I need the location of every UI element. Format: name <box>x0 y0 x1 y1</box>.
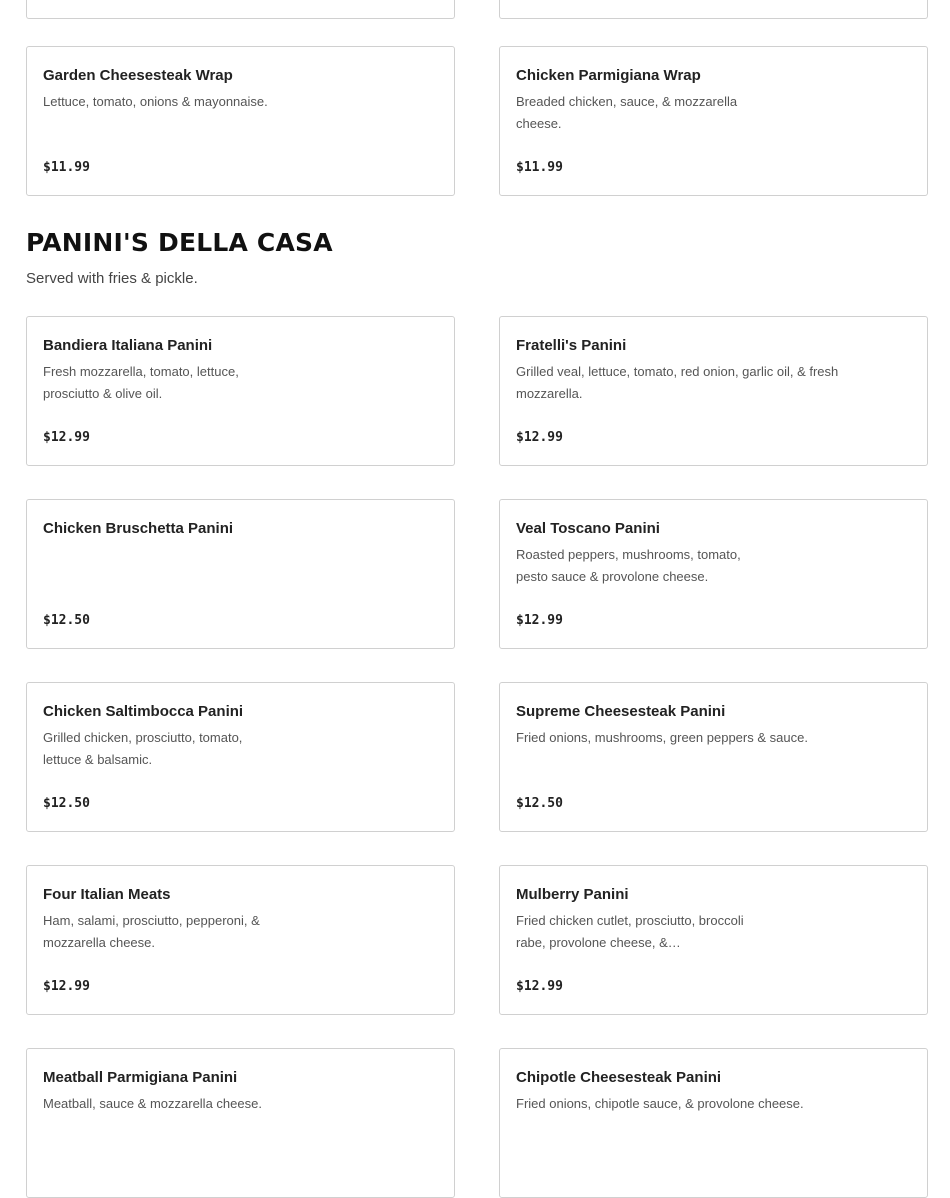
menu-item-card[interactable] <box>499 865 928 1015</box>
item-description: Fried onions, chipotle sauce, & provolone cheese. <box>516 1096 804 1111</box>
item-name: Bandiera Italiana Panini <box>43 337 213 354</box>
item-price: $12.99 <box>516 613 563 628</box>
section-subtitle: Served with fries & pickle. <box>26 270 198 287</box>
menu-item-card[interactable] <box>26 46 455 196</box>
item-description: Grilled veal, lettuce, tomato, red onion, garlic oil, & fresh mozzarella. <box>516 364 839 401</box>
item-name: Fratelli's Panini <box>516 337 627 354</box>
item-price: $12.50 <box>43 613 90 628</box>
previous-row-cards <box>26 0 928 19</box>
item-price: $12.99 <box>43 979 90 994</box>
item-name: Chicken Bruschetta Panini <box>43 520 234 537</box>
section-title: PANINI'S DELLA CASA <box>26 228 333 257</box>
item-name: Mulberry Panini <box>516 886 629 903</box>
item-price: $11.99 <box>43 160 90 175</box>
item-description: Meatball, sauce & mozzarella cheese. <box>43 1096 262 1111</box>
menu-item-card[interactable] <box>499 46 928 196</box>
menu-item-card-cutoff-right[interactable] <box>499 0 928 19</box>
item-description: Grilled chicken, prosciutto, tomato, lettuce & balsamic. <box>43 730 243 767</box>
item-name: Chicken Parmigiana Wrap <box>516 67 701 84</box>
item-description: Lettuce, tomato, onions & mayonnaise. <box>43 94 268 109</box>
item-name: Garden Cheesesteak Wrap <box>43 67 233 84</box>
item-name: Meatball Parmigiana Panini <box>43 1069 238 1086</box>
item-name: Chicken Saltimbocca Panini <box>43 703 244 720</box>
menu-item-card[interactable] <box>26 1048 455 1198</box>
menu-item-card[interactable] <box>499 316 928 466</box>
item-price: $12.99 <box>516 430 563 445</box>
menu-item-card[interactable] <box>26 682 455 832</box>
item-description: Ham, salami, prosciutto, pepperoni, & mozzarella cheese. <box>43 913 260 950</box>
item-price: $12.99 <box>43 430 90 445</box>
menu-item-card-cutoff-left[interactable] <box>26 0 455 19</box>
item-description: Breaded chicken, sauce, & mozzarella cheese. <box>516 94 738 131</box>
menu-item-card[interactable] <box>26 499 455 649</box>
item-name: Veal Toscano Panini <box>516 520 660 537</box>
item-description: Roasted peppers, mushrooms, tomato, pesto sauce & provolone cheese. <box>516 547 741 584</box>
item-description: Fried onions, mushrooms, green peppers & sauce. <box>516 730 808 745</box>
menu-item-card[interactable] <box>499 499 928 649</box>
menu-item-card[interactable] <box>26 316 455 466</box>
item-name: Chipotle Cheesesteak Panini <box>516 1069 722 1086</box>
item-description: Fresh mozzarella, tomato, lettuce, prosciutto & olive oil. <box>43 364 239 401</box>
item-name: Supreme Cheesesteak Panini <box>516 703 726 720</box>
panini-grid <box>26 316 928 1198</box>
menu-item-card[interactable] <box>499 1048 928 1198</box>
item-price: $12.99 <box>516 979 563 994</box>
item-price: $11.99 <box>516 160 563 175</box>
item-price: $12.50 <box>516 796 563 811</box>
item-price: $12.50 <box>43 796 90 811</box>
wraps-grid <box>26 46 928 196</box>
item-name: Four Italian Meats <box>43 886 171 903</box>
item-description: Fried chicken cutlet, prosciutto, broccoli rabe, provolone cheese, &… <box>516 913 744 950</box>
menu-item-card[interactable] <box>26 865 455 1015</box>
menu-item-card[interactable] <box>499 682 928 832</box>
